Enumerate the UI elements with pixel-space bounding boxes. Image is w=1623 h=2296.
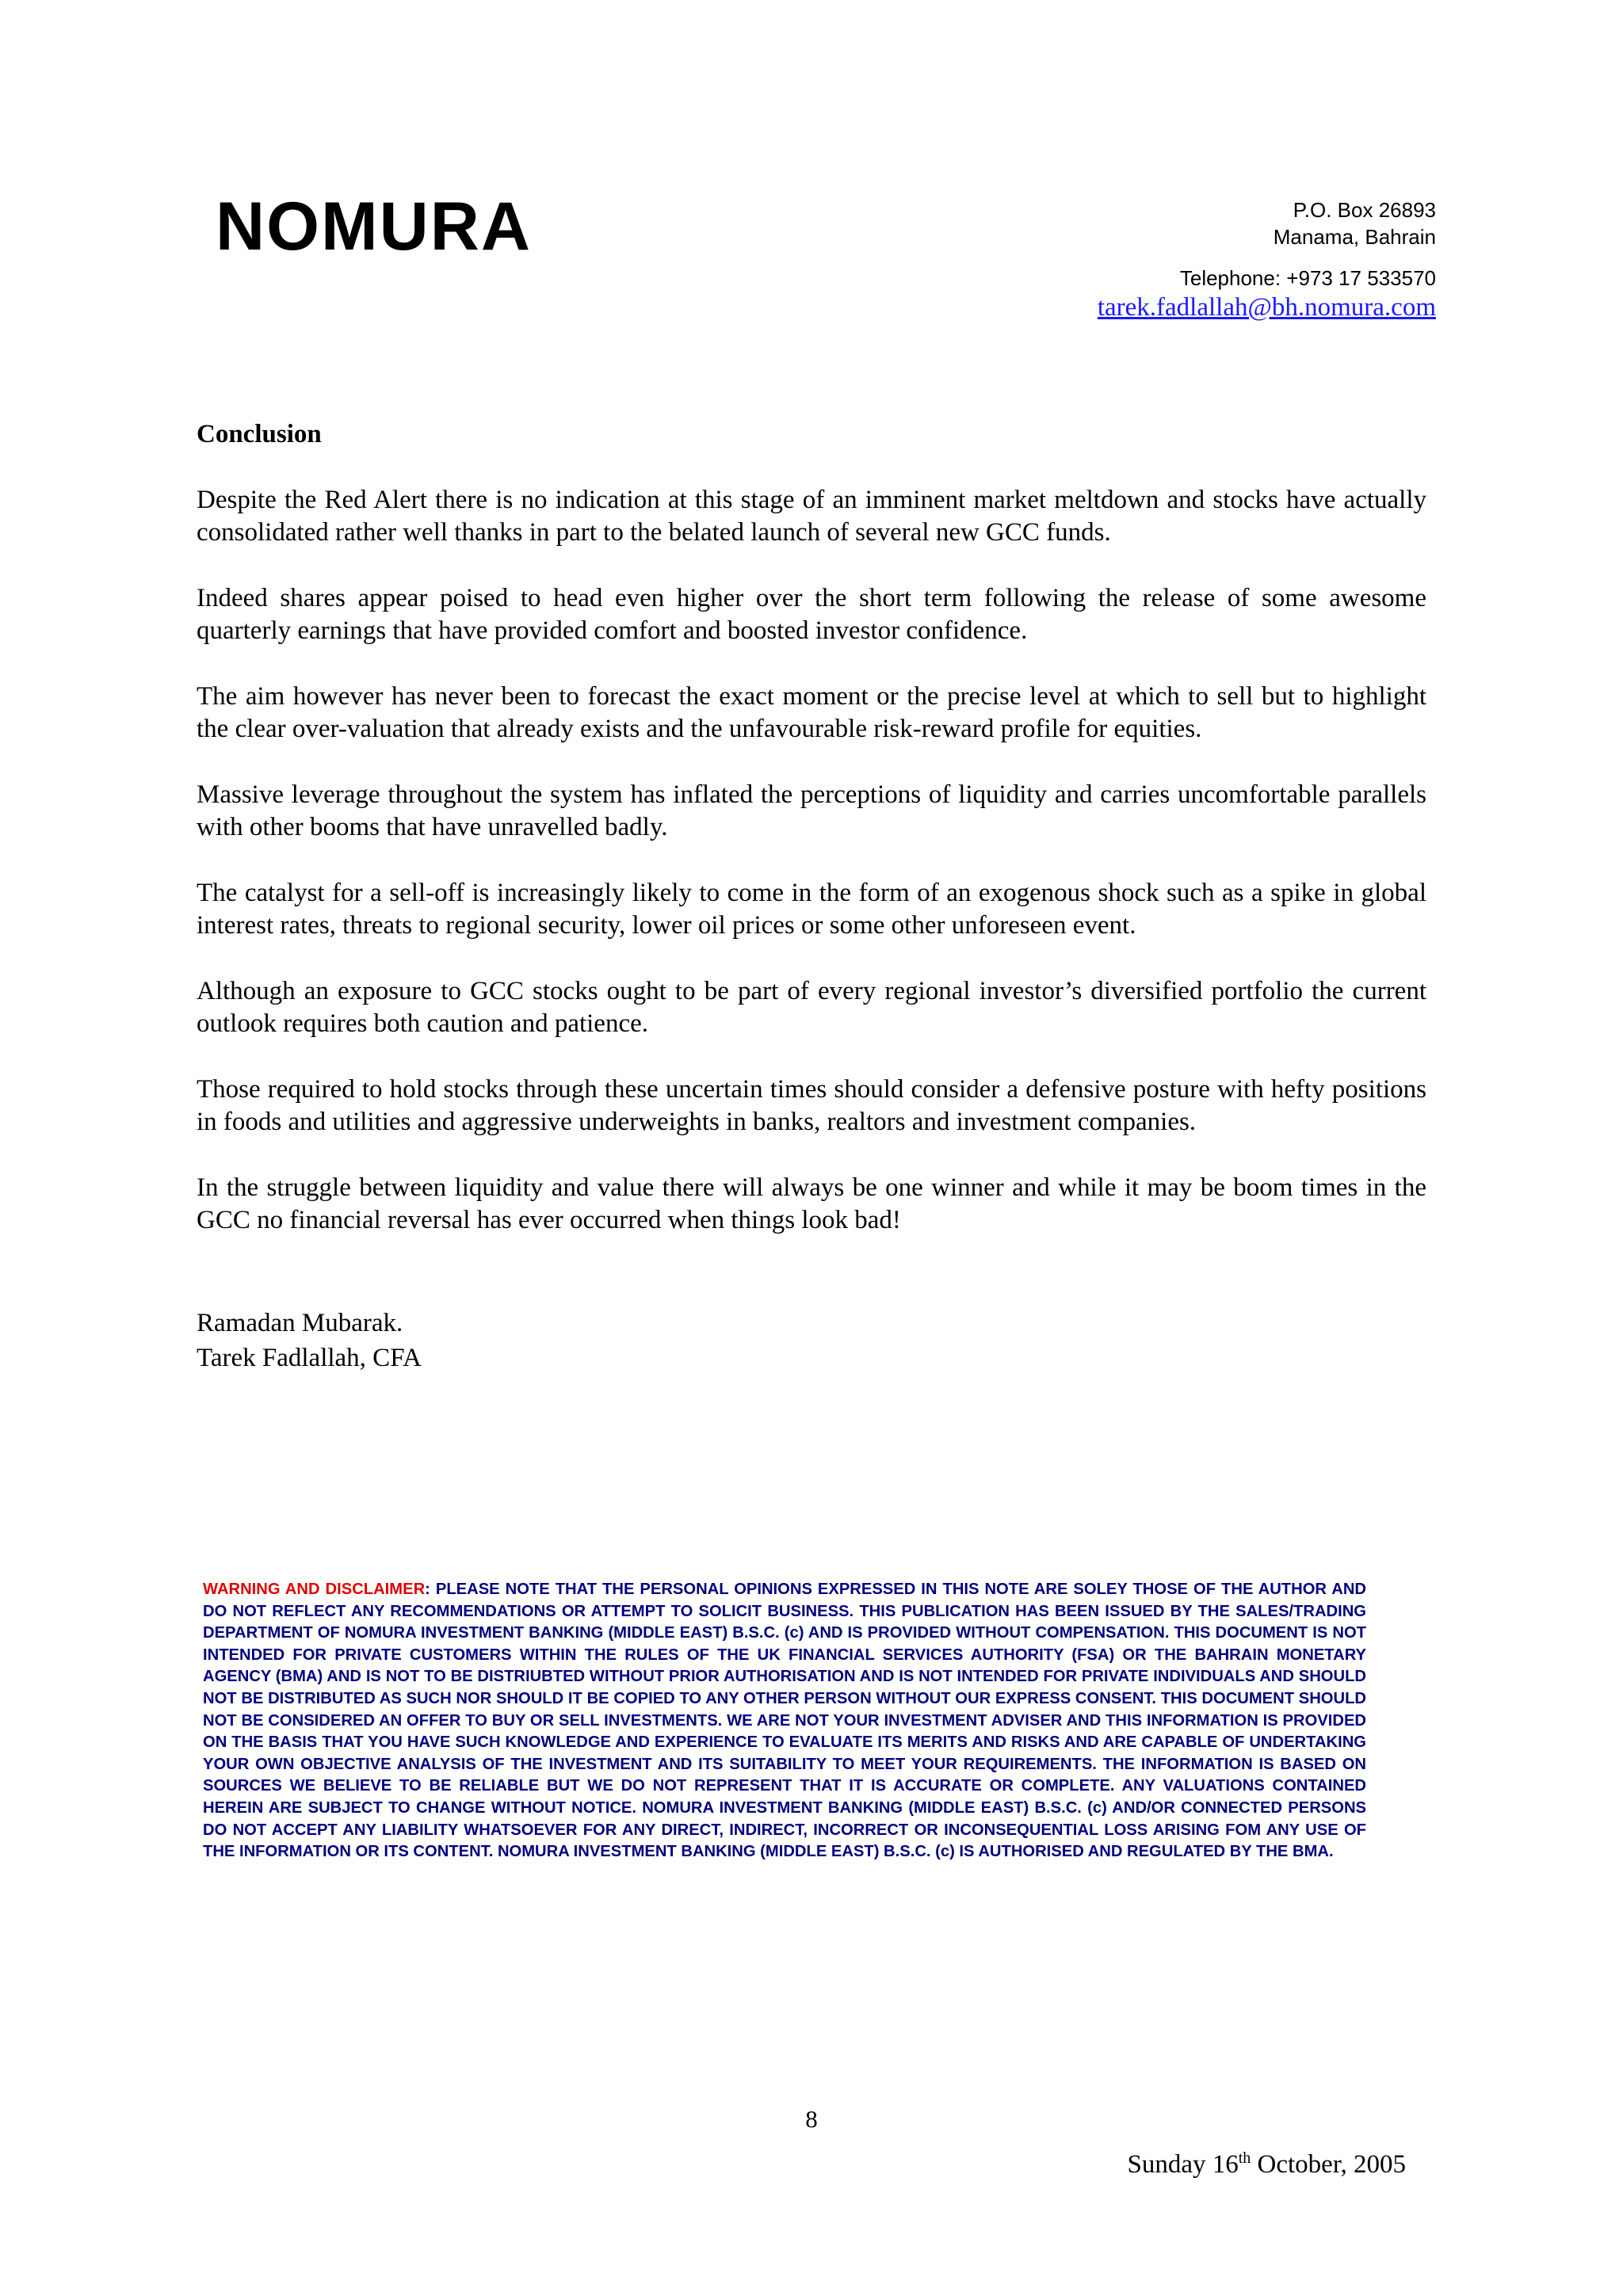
paragraph: Although an exposure to GCC stocks ought to be part of every regional investor’s diversified portfolio the current outlook requires both caution and patience. xyxy=(197,977,1426,1038)
address-line-2: Manama, Bahrain xyxy=(1273,225,1436,249)
nomura-logo: NOMURA xyxy=(216,189,532,265)
paragraph: The catalyst for a sell-off is increasingly likely to come in the form of an exogenous shock such as a spike in global interest rates, threats to regional security, lower oil prices or some other unforeseen event. xyxy=(197,879,1426,940)
date-prefix: Sunday 16 xyxy=(1127,2150,1239,2179)
main-content xyxy=(197,418,1426,1270)
date-rest: October, 2005 xyxy=(1251,2150,1406,2179)
telephone: Telephone: +973 17 533570 xyxy=(1179,266,1436,290)
page-number: 8 xyxy=(805,2105,818,2133)
signature: Tarek Fadlallah, CFA xyxy=(197,1344,422,1372)
closing-block xyxy=(197,1306,422,1375)
document-date xyxy=(1127,2149,1406,2180)
contact-block xyxy=(1098,196,1436,323)
disclaimer xyxy=(203,1579,1366,1863)
contact-spacer xyxy=(1098,250,1436,265)
email-link[interactable]: tarek.fadlallah@bh.nomura.com xyxy=(1097,293,1436,322)
disclaimer-text: : PLEASE NOTE THAT THE PERSONAL OPINIONS EXPRESSED IN THIS NOTE ARE SOLEY THOSE OF THE AUTHOR AND DO NOT REFLECT ANY RECOMMENDATIONS OR ATTEMPT TO SOLICIT BUSINESS. THIS PUBLICATION HAS BEEN ISSUED BY THE SALES/TRADING DEPARTMENT OF NOMURA INVESTMENT BANKING (MIDDLE EAST) B.S.C. (c) AND IS PROVIDED WITHOUT COMPENSATION. THIS DOCUMENT IS NOT INTENDED FOR PRIVATE CUSTOMERS WITHIN THE RULES OF THE UK FINANCIAL SERVICES AUTHORITY (FSA) OR THE BAHRAIN MONETARY AGENCY (BMA) AND IS NOT TO BE DISTRIUBTED WITHOUT PRIOR AUTHORISATION AND IS NOT INTENDED FOR PRIVATE INDIVIDUALS AND SHOULD NOT BE DISTRIBUTED AS SUCH NOR SHOULD IT BE COPIED TO ANY OTHER PERSON WITHOUT OUR EXPRESS CONSENT. THIS DOCUMENT SHOULD NOT BE CONSIDERED AN OFFER TO BUY OR SELL INVESTMENTS. WE ARE NOT YOUR INVESTMENT ADVISER AND THIS INFORMATION IS PROVIDED ON THE BASIS THAT YOU HAVE SUCH KNOWLEDGE AND EXPERIENCE TO EVALUATE ITS MERITS AND RISKS AND ARE CAPABLE OF UNDERTAKING YOUR OWN OBJECTIVE ANALYSIS OF THE INVESTMENT AND ITS SUITABILITY TO MEET YOUR REQUIREMENTS. THE INFORMATION IS BASED ON SOURCES WE BELIEVE TO BE RELIABLE BUT WE DO NOT REPRESENT THAT IT IS ACCURATE OR COMPLETE. ANY VALUATIONS CONTAINED HEREIN ARE SUBJECT TO CHANGE WITHOUT NOTICE. NOMURA INVESTMENT BANKING (MIDDLE EAST) B.S.C. (c) AND/OR CONNECTED PERSONS DO NOT ACCEPT ANY LIABILITY WHATSOEVER FOR ANY DIRECT, INDIRECT, INCORRECT OR INCONSEQUENTIAL LOSS ARISING FOM ANY USE OF THE INFORMATION OR ITS CONTENT. NOMURA INVESTMENT BANKING (MIDDLE EAST) B.S.C. (c) IS AUTHORISED AND REGULATED BY THE BMA. xyxy=(203,1581,1366,1861)
greeting: Ramadan Mubarak. xyxy=(197,1309,403,1337)
section-heading: Conclusion xyxy=(197,420,322,448)
paragraph: Massive leverage throughout the system has inflated the perceptions of liquidity and carries uncomfortable parallels with other booms that have unravelled badly. xyxy=(197,780,1426,841)
paragraph: Indeed shares appear poised to head even higher over the short term following the release of some awesome quarterly earnings that have provided comfort and boosted investor confidence. xyxy=(197,584,1426,645)
paragraph: Despite the Red Alert there is no indication at this stage of an imminent market meltdown and stocks have actually consolidated rather well thanks in part to the belated launch of several new GCC funds. xyxy=(197,486,1426,547)
paragraph: In the struggle between liquidity and value there will always be one winner and while it may be boom times in the GCC no financial reversal has ever occurred when things look bad! xyxy=(197,1173,1426,1234)
paragraph: The aim however has never been to forecast the exact moment or the precise level at which to sell but to highlight the clear over-valuation that already exists and the unfavourable risk-reward profile for equities. xyxy=(197,682,1426,743)
disclaimer-label: WARNING AND DISCLAIMER xyxy=(203,1581,426,1598)
paragraph: Those required to hold stocks through these uncertain times should consider a defensive posture with hefty positions in foods and utilities and aggressive underweights in banks, realtors and investment companies. xyxy=(197,1075,1426,1136)
date-ordinal: th xyxy=(1238,2149,1251,2167)
address-line-1: P.O. Box 26893 xyxy=(1293,198,1436,222)
